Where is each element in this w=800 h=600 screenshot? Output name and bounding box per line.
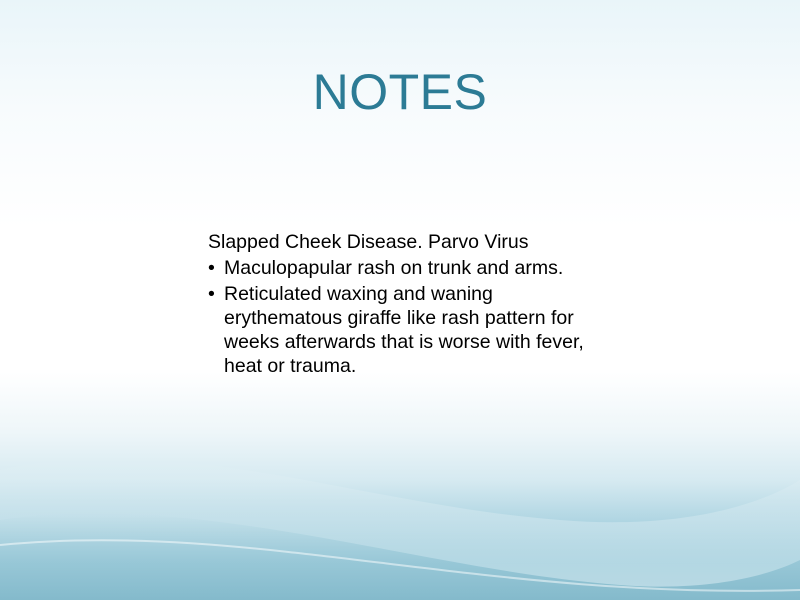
body-heading: Slapped Cheek Disease. Parvo Virus xyxy=(208,231,529,253)
bullet-list xyxy=(208,256,608,378)
bullet-item xyxy=(208,282,608,378)
bullet-icon: • xyxy=(208,257,215,279)
bullet-text: Reticulated waxing and waning erythematous giraffe like rash pattern for weeks afterwards that is worse with fever, heat or trauma. xyxy=(224,283,584,377)
bullet-text: Maculopapular rash on trunk and arms. xyxy=(224,257,564,279)
slide-title: NOTES xyxy=(312,64,488,120)
bullet-icon: • xyxy=(208,283,215,305)
bullet-item xyxy=(208,256,608,280)
slide-body xyxy=(208,230,608,380)
